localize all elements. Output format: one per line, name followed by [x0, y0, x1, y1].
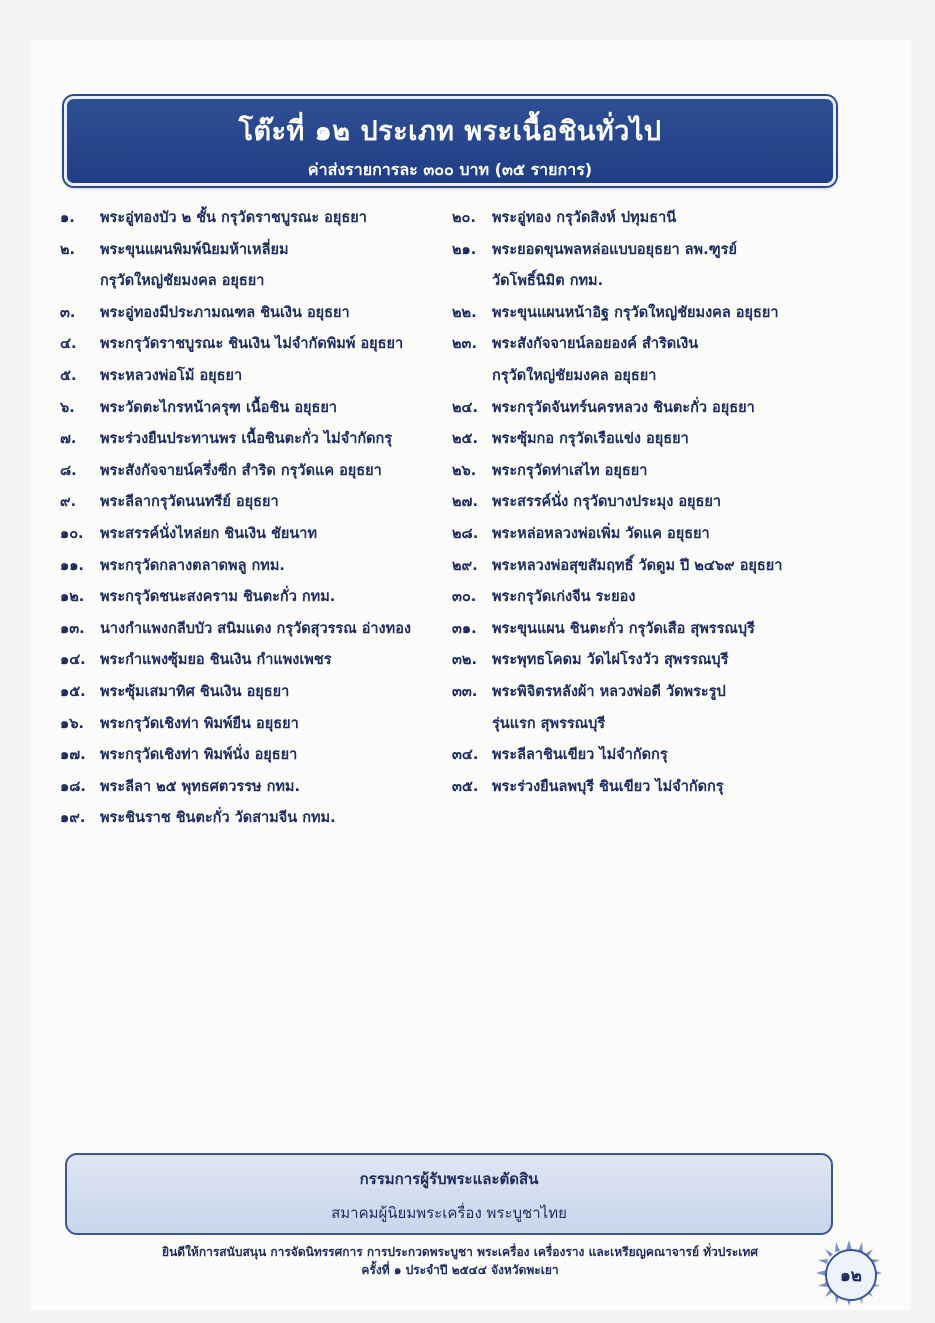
item-number: ๓๓.: [452, 683, 478, 700]
item-number: ๓๕.: [452, 778, 479, 795]
list-item: [452, 203, 852, 235]
item-text-line: พระขุนแผน ชินตะกั่ว กรุวัดเสือ สุพรรณบุรี: [492, 620, 755, 637]
item-text: [100, 298, 350, 330]
item-text-line: พระกรุวัดเชิงท่า พิมพ์ยืน อยุธยา: [100, 715, 299, 732]
item-number: ๓๑.: [452, 620, 477, 637]
item-text-line: พระขุนแผนพิมพ์นิยมห้าเหลี่ยม: [100, 241, 289, 258]
list-item: [60, 519, 440, 551]
item-number: ๑.: [60, 210, 75, 226]
item-text: [492, 582, 635, 614]
list-item: [452, 487, 852, 519]
item-number: ๑๕.: [60, 683, 86, 700]
table-title: โต๊ะที่ ๑๒ ประเภท พระเนื้อชินทั่วไป: [238, 116, 662, 147]
item-text: [100, 677, 289, 709]
item-text: [100, 803, 336, 835]
item-text: [100, 614, 411, 646]
item-text-line: พระลีลากรุวัดนนทรีย์ อยุธยา: [100, 494, 279, 511]
item-text: [100, 645, 332, 677]
item-text: [492, 235, 737, 298]
item-text: [100, 582, 335, 614]
list-item: [452, 772, 852, 804]
item-number: ๑๙.: [60, 810, 86, 827]
item-text: [100, 487, 279, 519]
item-text-line: นางกำแพงกลีบบัว สนิมแดง กรุวัดสุวรรณ อ่างทอง: [100, 620, 411, 637]
item-text: [492, 740, 668, 772]
list-item: [60, 772, 440, 804]
item-text: [100, 456, 382, 488]
list-item: [452, 614, 852, 646]
item-text-line: พระลีลาชินเขียว ไม่จำกัดกรุ: [492, 747, 668, 764]
item-text: [492, 645, 728, 677]
item-text-line: พระกรุวัดท่าเสไท อยุธยา: [492, 462, 648, 479]
list-item: [60, 235, 440, 298]
list-item: [60, 487, 440, 519]
item-text-line: พระร่วงยืนประทานพร เนื้อชินตะกั่ว ไม่จำกัดกรุ: [100, 431, 393, 448]
item-text-line: พระสังกัจจายน์ครึ่งซีก สำริด กรุวัดแค อยุธยา: [100, 462, 382, 479]
list-item: [452, 582, 852, 614]
item-text-line: พระอู่ทอง กรุวัดสิงห์ ปทุมธานี: [492, 210, 677, 226]
item-text: [492, 298, 779, 330]
committee-box: [65, 1153, 833, 1235]
list-item: [60, 582, 440, 614]
item-text-line: พระหล่อหลวงพ่อเพิ่ม วัดแค อยุธยา: [492, 525, 710, 542]
item-number: ๒๑.: [452, 241, 477, 258]
item-number: ๒.: [60, 241, 76, 258]
item-text: [100, 740, 297, 772]
item-text-line: พระอู่ทองมีประภามณฑล ชินเงิน อยุธยา: [100, 304, 350, 321]
list-item: [60, 298, 440, 330]
item-number: ๑๗.: [60, 747, 86, 764]
item-text-line: พระกรุวัดเชิงท่า พิมพ์นั่ง อยุธยา: [100, 747, 298, 764]
page-number-badge: [816, 1240, 882, 1306]
item-text: [100, 709, 299, 741]
item-number: ๓๐.: [452, 589, 477, 606]
footnote-line-1: ยินดีให้การสนับสนุน การจัดนิทรรศการ การประกวดพระบูชา พระเครื่อง เครื่องราง และเหรียญคณาจารย์ ทั่วประเทศ: [162, 1245, 758, 1259]
list-item: [452, 329, 852, 392]
item-text-line: พระชินราช ชินตะกั่ว วัดสามจีน กทม.: [100, 810, 336, 827]
item-text: [100, 393, 337, 425]
association-name: สมาคมผู้นิยมพระเครื่อง พระบูชาไทย: [331, 1204, 567, 1222]
item-text: [100, 203, 367, 235]
item-text-line: พระสรรค์นั่ง กรุวัดบางประมุง อยุธยา: [492, 494, 722, 511]
item-text: [492, 677, 726, 740]
list-item: [452, 677, 852, 740]
item-text: [100, 519, 317, 551]
item-number: ๑๒.: [60, 589, 85, 606]
item-number: ๒๒.: [452, 304, 477, 321]
list-item: [60, 424, 440, 456]
table-header-banner: [64, 96, 836, 186]
item-text-line: พระพุทธโคดม วัดไผ่โรงวัว สุพรรณบุรี: [492, 652, 729, 669]
item-number: ๑๓.: [60, 620, 85, 637]
item-number: ๓๒.: [452, 652, 477, 669]
item-text-line-2: กรุวัดใหญ่ชัยมงคล อยุธยา: [492, 367, 657, 384]
item-text: [100, 772, 300, 804]
committee-title: กรรมการผู้รับพระและตัดสิน: [359, 1170, 539, 1188]
item-text-line: พระซุ้มเสมาทิศ ชินเงิน อยุธยา: [100, 683, 290, 700]
item-text: [492, 456, 647, 488]
item-text-line: พระกรุวัดกลางตลาดพลู กทม.: [100, 557, 285, 574]
item-text-line: พระพิจิตรหลังผ้า หลวงพ่อดี วัดพระรูป: [492, 683, 726, 700]
item-number: ๑๔.: [60, 652, 86, 669]
item-number: ๒๐.: [452, 210, 476, 226]
item-text: [100, 424, 392, 456]
list-item: [60, 203, 440, 235]
list-item: [452, 298, 852, 330]
item-number: ๑๘.: [60, 778, 86, 795]
item-number: ๒๔.: [452, 399, 479, 416]
item-text-line: พระกรุวัดชนะสงคราม ชินตะกั่ว กทม.: [100, 589, 336, 606]
list-item: [60, 709, 440, 741]
item-number: ๒๓.: [452, 336, 477, 353]
item-text-line: พระกรุวัดจันทร์นครหลวง ชินตะกั่ว อยุธยา: [492, 399, 755, 416]
item-text-line-2: รุ่นแรก สุพรรณบุรี: [492, 715, 606, 732]
list-item: [60, 551, 440, 583]
item-list-right: [452, 203, 852, 803]
item-text-line: พระสรรค์นั่งไหล่ยก ชินเงิน ชัยนาท: [100, 525, 318, 542]
item-text: [100, 329, 403, 361]
item-text-line: พระหลวงพ่อโม้ อยุธยา: [100, 367, 243, 384]
list-item: [452, 235, 852, 298]
item-text: [100, 551, 285, 583]
item-text-line-2: กรุวัดใหญ่ชัยมงคล อยุธยา: [100, 273, 265, 290]
list-item: [60, 740, 440, 772]
item-number: ๕.: [60, 367, 77, 384]
item-number: ๒๙.: [452, 557, 478, 574]
item-text-line-2: วัดโพธิ์นิมิต กทม.: [492, 273, 604, 290]
list-item: [452, 519, 852, 551]
page-number: ๑๒: [825, 1249, 877, 1301]
item-text-line: พระกำแพงซุ้มยอ ชินเงิน กำแพงเพชร: [100, 652, 332, 669]
list-item: [452, 645, 852, 677]
event-footnote: [120, 1243, 800, 1279]
footnote-line-2: ครั้งที่ ๑ ประจำปี ๒๕๔๔ จังหวัดพะเยา: [361, 1263, 559, 1277]
item-text: [492, 329, 698, 392]
list-item: [452, 393, 852, 425]
item-text: [492, 551, 782, 583]
list-item: [452, 424, 852, 456]
item-text: [492, 519, 710, 551]
item-number: ๑๑.: [60, 557, 84, 574]
list-item: [60, 677, 440, 709]
list-item: [60, 361, 440, 393]
item-text: [100, 235, 289, 298]
item-number: ๒๘.: [452, 525, 479, 542]
item-number: ๓.: [60, 304, 76, 321]
item-number: ๘.: [60, 462, 77, 479]
list-item: [60, 329, 440, 361]
item-text: [492, 772, 724, 804]
list-item: [60, 803, 440, 835]
item-text-line: พระซุ้มกอ กรุวัดเรือแข่ง อยุธยา: [492, 431, 689, 448]
item-number: ๒๖.: [452, 462, 477, 479]
item-text-line: พระยอดขุนพลหล่อแบบอยุธยา ลพ.ฑูรย์: [492, 241, 737, 258]
item-number: ๒๗.: [452, 494, 478, 511]
item-number: ๑๐.: [60, 525, 84, 542]
table-fee-subtitle: ค่าส่งรายการละ ๓๐๐ บาท (๓๕ รายการ): [307, 160, 593, 179]
item-text: [492, 614, 755, 646]
list-item: [452, 551, 852, 583]
list-item: [60, 645, 440, 677]
item-number: ๖.: [60, 399, 75, 416]
list-item: [452, 740, 852, 772]
list-item: [452, 456, 852, 488]
item-number: ๒๕.: [452, 431, 479, 448]
item-number: ๙.: [60, 494, 77, 511]
item-text: [492, 424, 689, 456]
item-text-line: พระขุนแผนหน้าอิฐ กรุวัดใหญ่ชัยมงคล อยุธยา: [492, 304, 779, 321]
list-item: [60, 614, 440, 646]
item-number: ๑๖.: [60, 715, 84, 732]
item-text-line: พระหลวงพ่อสุขสัมฤทธิ์ วัดดูม ปี ๒๔๖๙ อยุธยา: [492, 557, 783, 574]
list-item: [60, 456, 440, 488]
item-text: [492, 203, 676, 235]
item-list-left: [60, 203, 440, 835]
item-text-line: พระสังกัจจายน์ลอยองค์ สำริดเงิน: [492, 336, 699, 353]
item-text-line: พระกรุวัดราชบูรณะ ชินเงิน ไม่จำกัดพิมพ์ อยุธยา: [100, 336, 404, 353]
item-number: ๗.: [60, 431, 77, 448]
item-text: [492, 393, 755, 425]
item-text: [100, 361, 242, 393]
item-text-line: พระร่วงยืนลพบุรี ชินเขียว ไม่จำกัดกรุ: [492, 778, 724, 795]
list-item: [60, 393, 440, 425]
item-text-line: พระลีลา ๒๕ พุทธศตวรรษ กทม.: [100, 778, 300, 795]
item-text-line: พระกรุวัดเก่งจีน ระยอง: [492, 589, 636, 606]
item-text-line: พระอู่ทองบัว ๒ ชั้น กรุวัดราชบูรณะ อยุธยา: [100, 210, 367, 226]
item-text: [492, 487, 721, 519]
item-text-line: พระวัดตะไกรหน้าครุฑ เนื้อชิน อยุธยา: [100, 399, 338, 416]
item-number: ๓๔.: [452, 747, 479, 764]
item-number: ๔.: [60, 336, 77, 353]
